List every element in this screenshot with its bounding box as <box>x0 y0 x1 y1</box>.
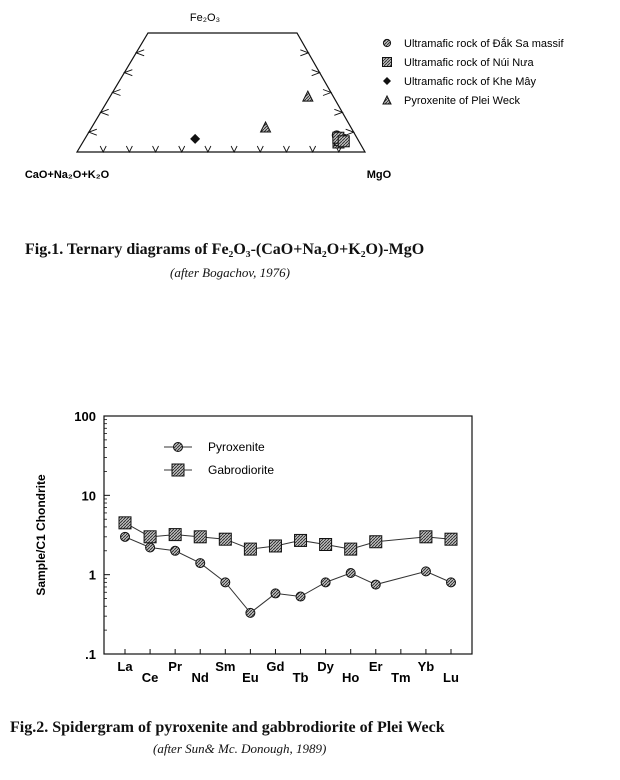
y-tick-label: 10 <box>81 488 96 504</box>
figure2-subcaption: (after Sun& Mc. Donough, 1989) <box>153 741 327 756</box>
spidergram-chart <box>0 400 620 690</box>
data-point <box>321 578 330 587</box>
legend-label: Ultramafic rock of Núi Nưa <box>404 57 534 69</box>
data-point <box>269 540 281 552</box>
y-tick-label: .1 <box>85 647 96 662</box>
data-point <box>244 543 256 555</box>
legend-marker <box>383 96 391 104</box>
figure2-caption: Fig.2. Spidergram of pyroxenite and gabbrodiorite of Plei Weck <box>10 719 445 736</box>
ternary-tick <box>126 146 132 152</box>
spider-legend <box>164 440 274 477</box>
x-tick-label: Tm <box>391 670 411 685</box>
data-point <box>169 529 181 541</box>
legend-label: Pyroxenite <box>208 440 265 454</box>
ternary-points <box>190 91 349 148</box>
ternary-tick <box>283 146 289 152</box>
x-tick-label: Er <box>368 659 383 674</box>
y-axis <box>74 409 110 662</box>
ternary-point <box>190 134 200 144</box>
x-tick-label: Sm <box>215 659 236 674</box>
data-point <box>246 608 255 617</box>
vertex-label-top: Fe₂O₃ <box>189 12 221 24</box>
vertex-label-right: MgO <box>366 169 392 181</box>
legend-label: Pyroxenite of Plei Weck <box>404 95 520 107</box>
ternary-diagram <box>0 0 620 200</box>
ternary-tick <box>310 146 316 152</box>
legend-label: Ultramafic rock of Khe Mây <box>404 76 537 88</box>
x-tick-label: Ho <box>342 670 360 685</box>
data-point <box>447 578 456 587</box>
ternary-point <box>303 91 313 101</box>
ternary-tick <box>231 146 237 152</box>
data-point <box>295 534 307 546</box>
x-tick-label: Gd <box>266 659 285 674</box>
data-point <box>219 533 231 545</box>
data-point <box>345 543 357 555</box>
x-tick-label: Eu <box>242 670 259 685</box>
legend-label: Gabrodiorite <box>208 463 275 477</box>
x-tick-label: Yb <box>417 659 435 674</box>
ternary-point <box>338 136 349 147</box>
x-tick-label: Nd <box>191 670 209 685</box>
data-point <box>296 592 305 601</box>
data-point <box>121 532 130 541</box>
data-point <box>421 567 430 576</box>
x-tick-label: Tb <box>292 670 309 685</box>
data-point <box>346 568 355 577</box>
data-point <box>445 533 457 545</box>
data-point <box>194 531 206 543</box>
data-point <box>371 580 380 589</box>
ternary-tick <box>205 146 211 152</box>
legend-marker <box>383 39 390 46</box>
ternary-legend <box>383 37 565 107</box>
x-tick-label: Pr <box>168 659 183 674</box>
x-tick-label: Ce <box>141 670 159 685</box>
y-tick-label: 1 <box>88 567 96 583</box>
data-point <box>271 589 280 598</box>
ternary-point <box>261 122 271 132</box>
data-point <box>171 546 180 555</box>
plot-area <box>104 416 472 654</box>
data-point <box>320 539 332 551</box>
data-point <box>370 536 382 548</box>
legend-marker <box>172 464 184 476</box>
data-point <box>119 517 131 529</box>
ternary-tick <box>153 146 159 152</box>
y-axis-label: Sample/C1 Chondrite <box>34 474 48 596</box>
ternary-tick <box>179 146 185 152</box>
x-tick-label: Dy <box>317 659 334 674</box>
x-tick-label: La <box>117 659 133 674</box>
data-point <box>146 543 155 552</box>
data-point <box>420 531 432 543</box>
x-tick-label: Lu <box>443 670 459 685</box>
legend-marker <box>383 77 391 85</box>
vertex-label-left: CaO+Na₂O+K₂O <box>24 169 110 181</box>
data-point <box>221 578 230 587</box>
ternary-tick <box>257 146 263 152</box>
legend-marker <box>383 58 392 67</box>
figure1-subcaption: (after Bogachov, 1976) <box>170 265 290 280</box>
legend-marker <box>174 443 183 452</box>
data-point <box>196 559 205 568</box>
figure1-caption: Fig.1. Ternary diagrams of Fe₂O₃-(CaO+Na₂O+K₂O)-MgO <box>25 241 425 258</box>
legend-label: Ultramafic rock of Đắk Sa massif <box>404 38 564 50</box>
data-point <box>144 531 156 543</box>
series-group <box>119 517 457 618</box>
y-tick-label: 100 <box>74 409 96 424</box>
ternary-tick <box>100 146 106 152</box>
ternary-frame <box>77 33 365 152</box>
